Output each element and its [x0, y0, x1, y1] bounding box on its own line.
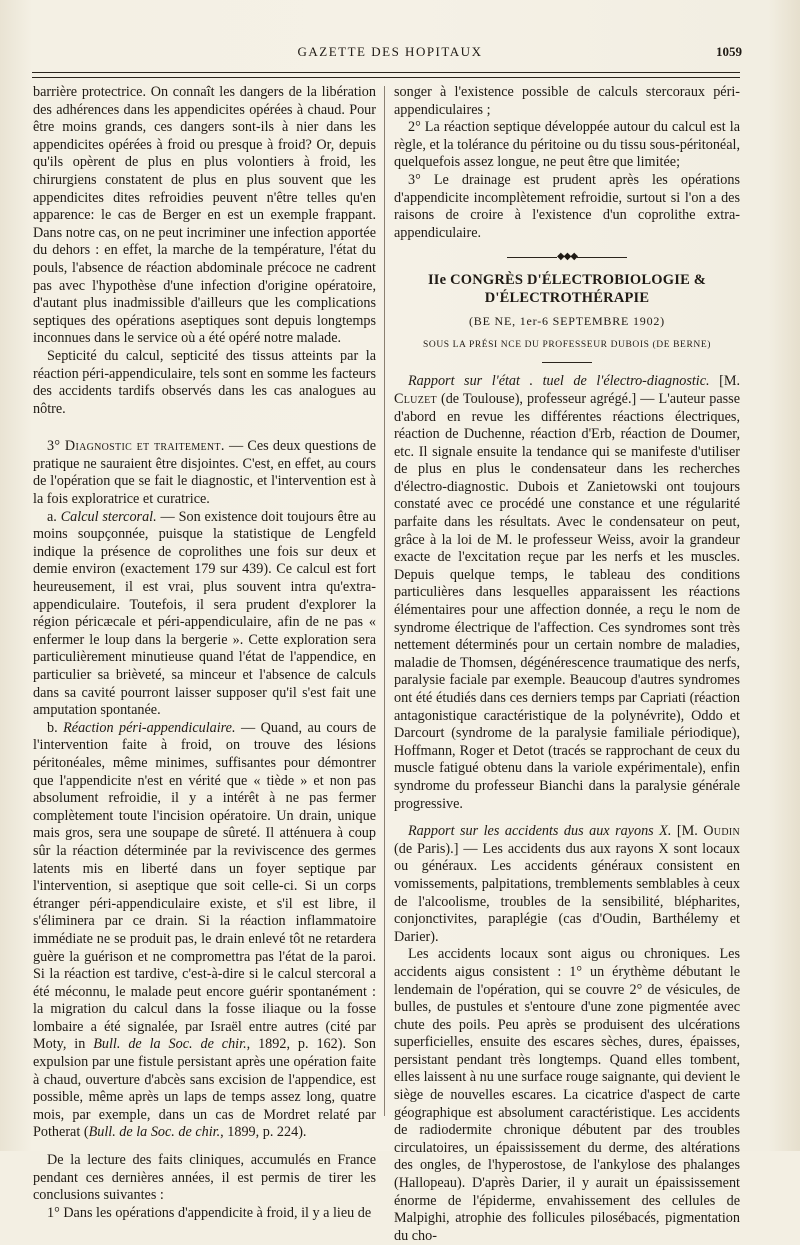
column-separator — [384, 86, 385, 1116]
paragraph-text: [M. — [671, 823, 704, 840]
paragraph: Septicité du calcul, septicité des tissus atteints par la réaction péri-appendiculaire, tels sont en somme les facteurs des accidents tardifs observés dans les cas analogues au nôtre. — [33, 347, 376, 417]
paragraph: 2° La réaction septique développée autour du calcul est la règle, et la tolérance du péritoine ou du tissu sous-péritonéal, quelquefois assez longue, ne peut être que limitée; — [394, 119, 740, 171]
header-rule-top — [32, 72, 740, 73]
paragraph: barrière protectrice. On connaît les dangers de la libération des adhérences dans les appendicites opérées à chaud. Pour être moins grands, ces dangers sont-ils à nier dans les appendicites opérées à froid ou presque à froid? Or, depuis qu'ils opèrent de plus en plus volontiers à froid, les chirurgiens constatent de plus en plus souvent que les appendicites dites refroidies peuvent n'être telles qu'en apparence: le cas de Berger en est un exemple frappant. Dans notre cas, on ne peut incriminer une infection apportée du dehors : en effet, la marche de la température, l'état du pouls, l'absence de réaction abdominale précoce ne cadrent pas avec l'hypothèse d'une infection d'origine opératoire, d'autant plus inadmissible d'ailleurs que les complications septiques des opérations aseptiques sont depuis longtemps inconnues dans le service où a été opéré notre malade. — [33, 84, 376, 347]
right-column — [394, 84, 740, 1245]
spacer — [394, 813, 740, 823]
citation: Bull. de la Soc. de chir. — [88, 1124, 221, 1141]
paragraph-diagnostic — [33, 438, 376, 508]
ornament-line — [507, 257, 557, 258]
paragraph: 1° Dans les opérations d'appendicite à froid, il y a lieu de — [47, 1204, 372, 1221]
paragraph-text: , 1899, p. 224). — [220, 1124, 307, 1141]
paragraph: 3° Le drainage est prudent après les opérations d'appendicite incomplètement refroidie, surtout si l'on a des raisons de croire à l'existence d'un coprolithe extra-appendiculaire. — [394, 171, 740, 241]
page-number: 1059 — [716, 44, 742, 59]
paragraph-text: , 1892, p. 162). Son expulsion par une fistule persistant après une opération faite à chaud, ouverture d'abcès sans excision de l'appendice, est possible, même après un laps de temps assez long, quatre mois, par exemple, dans un cas de Mordret relaté par Potherat ( — [33, 1036, 376, 1141]
ornament-glyph: ◆◆◆ — [556, 251, 578, 263]
paragraph-text: — Son existence doit toujours être au moins soupçonnée, puisque la statistique de Lengfeld indique la présence de coprolithes une fois sur deux et demie environ (exactement 179 sur 439). Ce calcul est fort heureusement, il est vrai, plus souvent intra qu'extra-appendiculaire. Toutefois, il sera prudent d'explorer la région péricæcale et péri-appendiculaire, afin de ne pas « enfermer le loup dans la bergerie ». Cette exploration sera particulièrement minutieuse quand l'état de l'appendice, en particulier sa brièveté, sa minceur et l'absence de calculs dans sa cavité pourront laisser supposer qu'il s'est fait une amputation spontanée. — [33, 508, 376, 719]
paragraph: songer à l'existence possible de calculs stercoraux péri-appendiculaires ; — [394, 84, 740, 118]
report-title: Rapport sur l'état . tuel de l'électro-diagnostic. — [408, 373, 710, 390]
header-rule-bottom — [32, 77, 740, 78]
paragraph-text: [M. — [709, 373, 741, 390]
citation: Bull. de la Soc. de chir. — [93, 1036, 247, 1053]
report-title: Rapport sur les accidents dus aux rayons X. — [408, 823, 672, 840]
item-title: Calcul stercoral. — [60, 508, 157, 525]
report-author: Oudin — [703, 823, 740, 840]
page-header — [30, 44, 750, 68]
section-title: IIe CONGRÈS D'ÉLECTROBIOLOGIE & D'ÉLECTROTHÉRAPIE — [427, 271, 707, 306]
paragraph: Les accidents locaux sont aigus ou chroniques. Les accidents aigus consistent : 1° un érythème débutant le lendemain de l'opération, qui se couvre 2° de vésicules, de bulles, de pustules et s'entoure d'une zone pigmentée avec chute des poils. Peu après se produisent des ulcérations superficielles, ensuite des escares sèches, dures, épaisses, persistant pendant très longtemps. Quand elles tombent, elles laissent à nu une surface rouge saignante, qui devient le siège de nouvelles escares. La cicatrice d'aspect de carte géographique est absolument caractéristique. Les accidents de radiodermite chronique débutent par des troubles circulatoires, un épaississement du derme, des altérations des ongles, de l'hyperostose, de l'ankylose des phalanges (Hallopeau). D'après Darier, il y aurait un épaississement énorme de l'épiderme, envahissement des cellules de Malpighi, atrophie des follicules pilosébacés, pigmentation du cho- — [394, 946, 740, 1244]
report-author: Cluzet — [394, 390, 437, 407]
paragraph-text: (de Toulouse), professeur agrégé.] — L'auteur passe d'abord en revue les différentes réactions électriques, réaction de Duchenne, réaction d'Erb, réaction de Doumer, etc. Il signale ensuite la tendance qui se manifeste d'utiliser de plus en plus le condensateur dans les recherches d'électro-diagnostic. Dubois et Zanietowski ont toujours constaté avec ce procédé une constance et une régularité parfaite dans les résultats. Avec le condensateur on peut, grâce à la loi de M. le professeur Weiss, avoir la grandeur exacte de l'excitation reçue par les nerfs et les muscles. Depuis quelque temps, le tableau des conditions particulières dans lesquelles apparaissent les réactions élémentaires pour une affection donnée, a reçu le nom de syndrome électrique de l'affection. Ces syndromes sont très nettement déterminés pour un certain nombre de maladies, maladie de Thomsen, dégénérescence traumatique des nerfs, paralysie faciale par exemple. Beaucoup d'autres syndromes ont été étudiés dans ces derniers temps par Capriati (réaction antagonistique caractéristique de la polynévrite), Oddo et Darcourt (syndrome de la paralysie familiale périodique), Hoffmann, Roger et Detot (tracés se rapprochant de ceux du muscle fatigué obtenu dans la variole expérimentale), enfin syndrome du professeur Bianchi dans la paralysie générale progressive. — [394, 390, 740, 812]
paragraph-text: — Ces deux questions de pratique ne sauraient être disjointes. C'est, en effet, au cours de l'opération que se fait le diagnostic, et l'intervention est à la fois exploratrice et curatrice. — [33, 438, 376, 508]
section-dates: (BE NE, 1er-6 SEPTEMBRE 1902) — [469, 314, 665, 329]
item-title: Réaction péri-appendiculaire. — [63, 719, 236, 736]
ornament-line — [577, 257, 627, 258]
subsection-heading: 3° Diagnostic et traitement. — [47, 438, 225, 455]
section-ornament — [394, 248, 740, 266]
journal-title: GAZETTE DES HOPITAUX — [297, 44, 483, 59]
paragraph-reaction — [33, 720, 376, 1142]
paragraph-text: (de Paris).] — Les accidents dus aux rayons X sont locaux ou généraux. Les accidents généraux consistent en vomissements, palpitations, tremblements semblables à ceux de l'alcoolisme, troubles de la sensibilité, blépharites, conjonctivites, paraplégie (cas d'Oudin, Barthélemy et Darier). — [394, 840, 740, 945]
report-xrays — [394, 823, 740, 946]
spacer — [33, 428, 376, 438]
section-rule — [542, 362, 592, 363]
left-column — [33, 84, 376, 1222]
item-label: b. — [47, 719, 64, 736]
spacer — [33, 418, 376, 428]
item-label: a. — [47, 508, 61, 525]
section-presidency: SOUS LA PRÉSI NCE DU PROFESSEUR DUBOIS (DE BERNE) — [422, 339, 712, 350]
report-electrodiagnostic — [394, 373, 740, 813]
paragraph-calcul — [33, 509, 376, 720]
paragraph-text: — Quand, au cours de l'intervention faite à froid, on trouve des lésions péritonéales, même minimes, suffisantes pour démontrer que l'appendicite n'est en vérité que « tiède » et non pas absolument refroidie, il y a intérêt à ne pas fermer complètement toute l'incision opératoire. Un drain, unique mais gros, sera une soupape de sûreté. Il atténuera à coup sûr la réaction déterminée par la reviviscence des germes latents mis en liberté dans un foyer septique par l'intervention, si aseptique que soit celle-ci. Si un corps étranger péri-appendiculaire existe, et s'il est libre, il s'éliminera par ce drain. Si la réaction inflammatoire immédiate ne se produit pas, le drain enlevé tôt ne retardera guère la guérison et ne compromettra pas l'état de la paroi. Si la réaction est tardive, c'est-à-dire si le calcul stercoral a été méconnu, le malade peut encore guérir spontanément : la migration du calcul dans la fosse iliaque ou la fosse lombaire a été signalée, par Israël entre autres (cité par Moty, in — [33, 719, 377, 1053]
paragraph: De la lecture des faits cliniques, accumulés en France pendant ces dernières années, il est permis de tirer les conclusions suivantes : — [33, 1152, 376, 1204]
